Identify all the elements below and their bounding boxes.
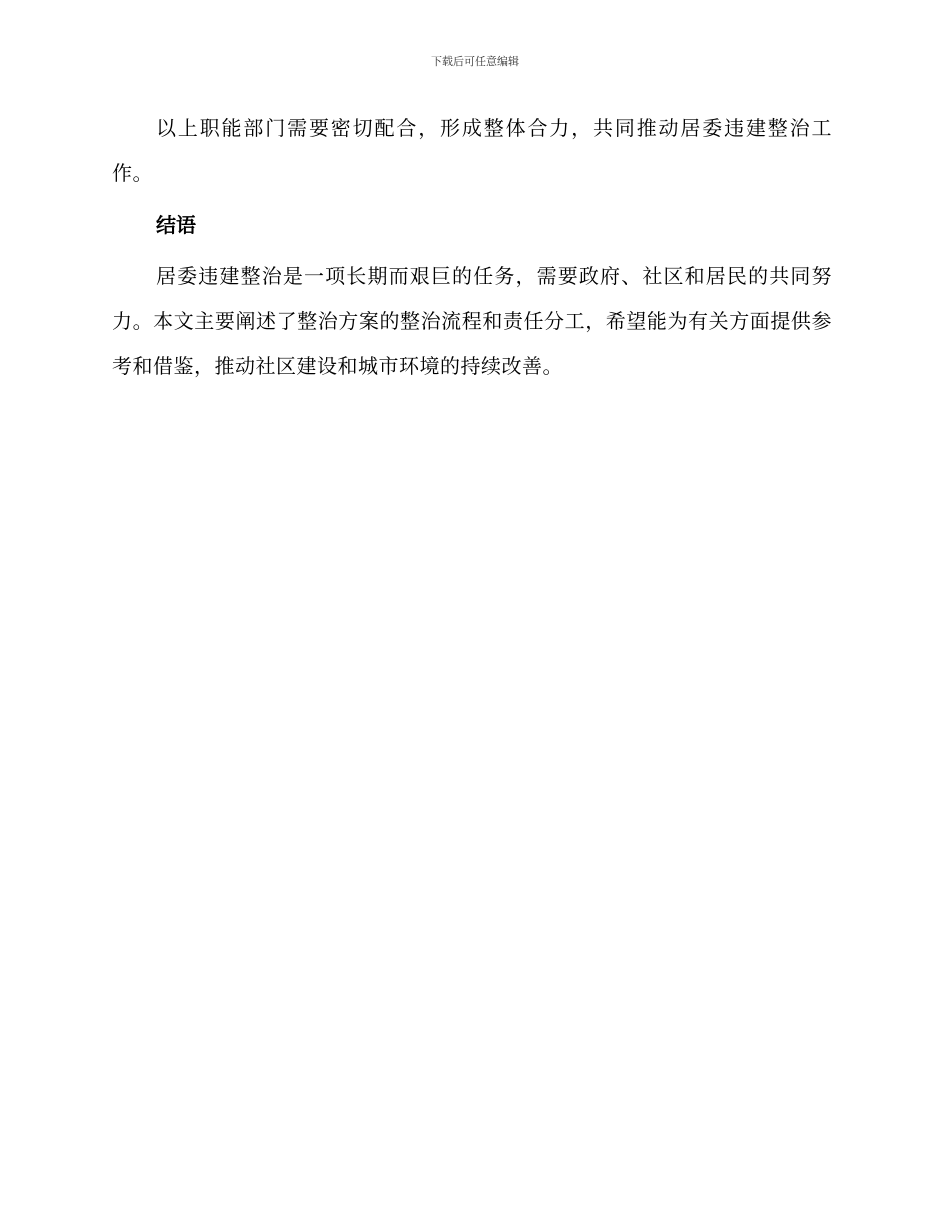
document-body [112, 106, 832, 389]
section-heading: 结语 [156, 213, 196, 237]
body-paragraph: 居委违建整治是一项长期而艰巨的任务，需要政府、社区和居民的共同努力。本文主要阐述了整治方案的整治流程和责任分工，希望能为有关方面提供参考和借鉴，推动社区建设和城市环境的持续改善。 [112, 264, 832, 378]
page-header-note: 下载后可任意编辑 [431, 55, 519, 68]
body-paragraph: 以上职能部门需要密切配合，形成整体合力，共同推动居委违建整治工作。 [112, 116, 832, 185]
